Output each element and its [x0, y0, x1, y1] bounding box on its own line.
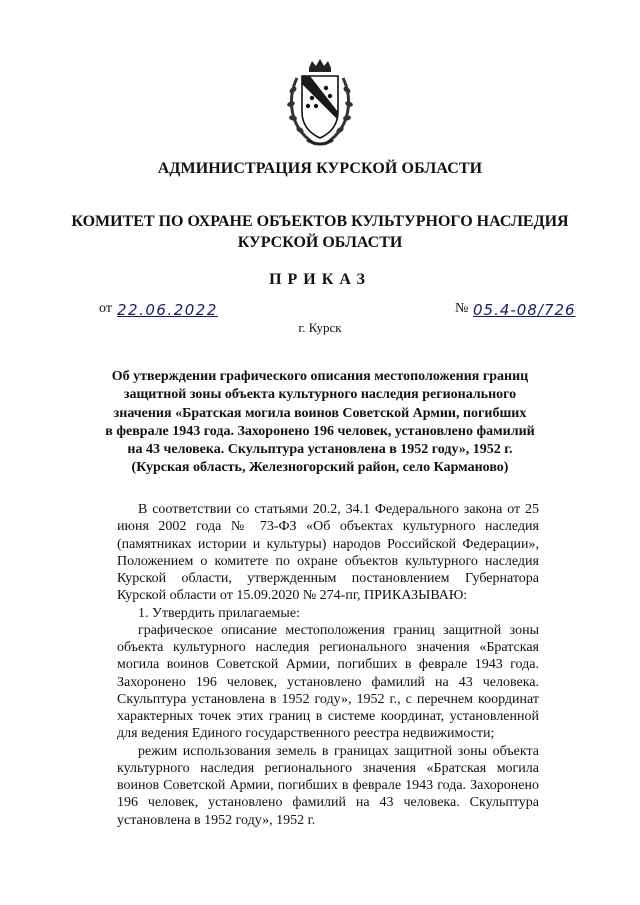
- document-title: [0, 368, 640, 478]
- title-line: (Курская область, Железногорский район, село Карманово): [131, 460, 509, 476]
- administration-heading: АДМИНИСТРАЦИЯ КУРСКОЙ ОБЛАСТИ: [157, 160, 483, 177]
- date-value-handwritten: 22.06.2022: [117, 301, 218, 319]
- title-line: в феврале 1943 года. Захоронено 196 человек, установлено фамилий: [105, 423, 535, 439]
- city-line: г. Курск: [298, 320, 342, 335]
- committee-heading: [0, 211, 640, 253]
- title-line: на 43 человека. Скульптура установлена в 1952 году», 1952 г.: [127, 442, 513, 458]
- coat-of-arms-icon: [285, 58, 355, 150]
- date-label: от: [99, 301, 112, 316]
- document-body: [117, 501, 539, 829]
- body-paragraph: режим использования земель в границах защитной зоны объекта культурного наследия регионального значения «Братская могила воинов Советской Армии, погибших в феврале 1943 года. Захоронено 196 человек, установлено фамилий на 43 человека. Скульптура установлена в 1952 году», 1952 г.: [117, 743, 539, 828]
- number-value-handwritten: 05.4-08/726: [473, 301, 576, 319]
- body-paragraph: графическое описание местоположения границ защитной зоны объекта культурного наследия регионального значения «Братская могила воинов Советской Армии, погибших в феврале 1943 года. Захоронено 196 человек, установлено фамилий на 43 человека. Скульптура установлена в 1952 году», 1952 г., с перечнем координат характерных точек этих границ в системе координат, установленной для ведения Единого государственного реестра недвижимости;: [117, 622, 539, 742]
- body-paragraph: В соответствии со статьями 20.2, 34.1 Федерального закона от 25 июня 2002 года № 73-ФЗ «Об объектах культурного наследия (памятниках истории и культуры) народов Российской Федерации», Положением о комитете по охране объектов культурного наследия Курской области, утвержденным постановлением Губернатора Курской области от 15.09.2020 № 274-пг, ПРИКАЗЫВАЮ:: [117, 502, 539, 604]
- committee-heading-line: КУРСКОЙ ОБЛАСТИ: [237, 234, 403, 251]
- title-line: значения «Братская могила воинов Советской Армии, погибших: [113, 405, 527, 421]
- title-line: защитной зоны объекта культурного наследия регионального: [123, 387, 517, 403]
- number-label: №: [455, 301, 469, 316]
- document-type-heading: ПРИКАЗ: [269, 271, 371, 288]
- committee-heading-line: КОМИТЕТ ПО ОХРАНЕ ОБЪЕКТОВ КУЛЬТУРНОГО НАСЛЕДИЯ: [71, 213, 569, 230]
- title-line: Об утверждении графического описания местоположения границ: [111, 369, 529, 384]
- body-paragraph: 1. Утвердить прилагаемые:: [138, 605, 300, 621]
